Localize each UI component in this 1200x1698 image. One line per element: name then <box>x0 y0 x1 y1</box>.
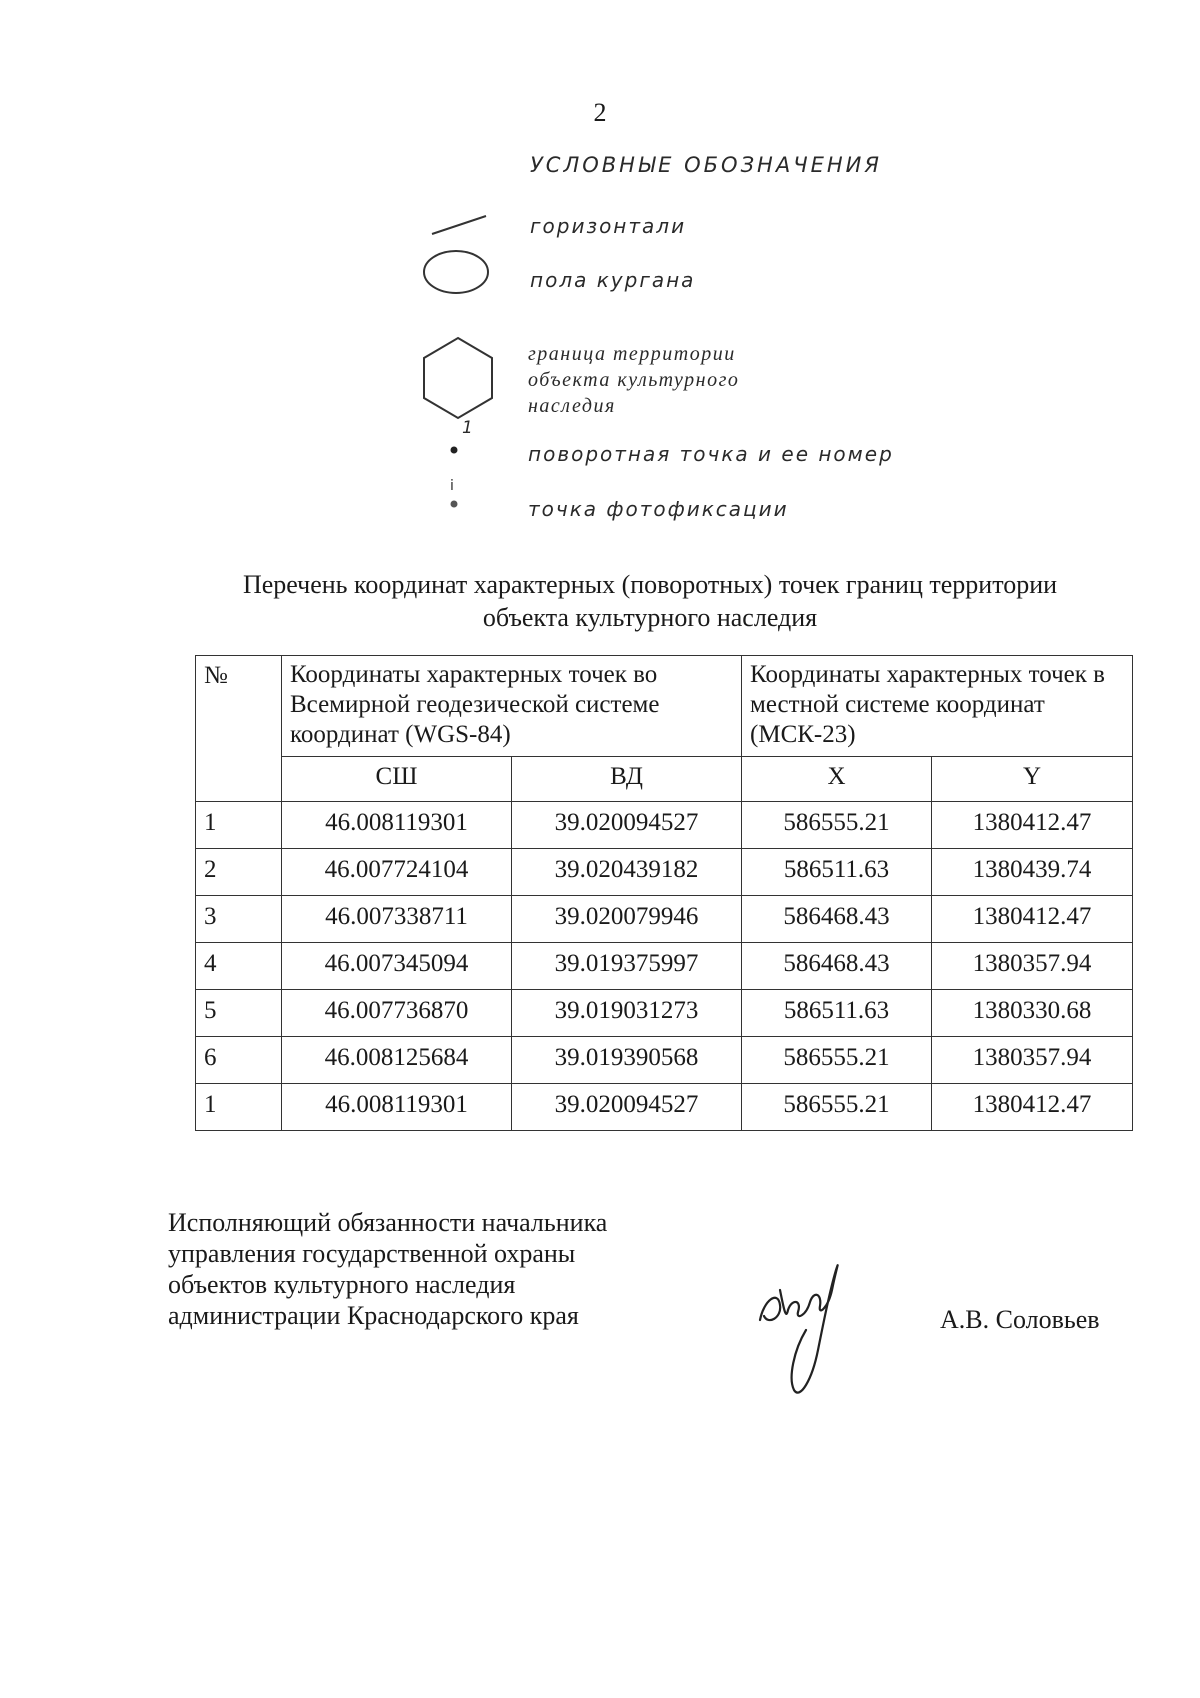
header-msk23: Координаты характерных точек в местной системе координат (МСК-23) <box>742 656 1133 757</box>
cell-longitude: 39.020094527 <box>512 1084 742 1131</box>
cell-longitude: 39.019031273 <box>512 990 742 1037</box>
coordinates-list-title <box>150 568 1150 634</box>
dot-icon <box>448 444 460 456</box>
cell-longitude: 39.019390568 <box>512 1037 742 1084</box>
signatory-position-line-4: администрации Краснодарского края <box>168 1301 579 1330</box>
cell-latitude: 46.007736870 <box>282 990 512 1037</box>
cell-x: 586511.63 <box>742 990 932 1037</box>
cell-y: 1380357.94 <box>932 943 1133 990</box>
subheader-longitude: ВД <box>512 757 742 802</box>
legend-label-mound: пола кургана <box>530 268 696 292</box>
table-row <box>196 849 1133 896</box>
signatory-name: А.В. Соловьев <box>940 1305 1100 1334</box>
table-row <box>196 990 1133 1037</box>
cell-latitude: 46.008119301 <box>282 802 512 849</box>
cell-latitude: 46.008125684 <box>282 1037 512 1084</box>
cell-point-number: 5 <box>196 990 282 1037</box>
cell-y: 1380412.47 <box>932 896 1133 943</box>
coordinates-list-title-line-1: Перечень координат характерных (поворотных) точек границ территории <box>242 570 1058 599</box>
cell-x: 586555.21 <box>742 1037 932 1084</box>
cell-point-number: 1 <box>196 802 282 849</box>
cell-y: 1380357.94 <box>932 1037 1133 1084</box>
table-subheader-row <box>196 757 1133 802</box>
cell-latitude: 46.007724104 <box>282 849 512 896</box>
subheader-latitude: СШ <box>282 757 512 802</box>
cell-y: 1380412.47 <box>932 1084 1133 1131</box>
cell-x: 586468.43 <box>742 896 932 943</box>
ellipse-icon <box>420 247 494 297</box>
turning-point-number: 1 <box>462 418 473 438</box>
cell-x: 586468.43 <box>742 943 932 990</box>
legend-boundary-line-3: наследия <box>528 395 616 417</box>
subheader-x: X <box>742 757 932 802</box>
cell-point-number: 1 <box>196 1084 282 1131</box>
header-wgs84: Координаты характерных точек во Всемирной геодезической системе координат (WGS-84) <box>282 656 742 757</box>
cell-longitude: 39.019375997 <box>512 943 742 990</box>
legend-label-photo-point: точка фотофиксации <box>528 497 789 521</box>
signatory-position-line-2: управления государственной охраны <box>168 1239 576 1268</box>
cell-point-number: 2 <box>196 849 282 896</box>
subheader-y: Y <box>932 757 1133 802</box>
cell-longitude: 39.020079946 <box>512 896 742 943</box>
legend-boundary-line-2: объекта культурного <box>528 369 740 391</box>
legend-label-boundary <box>528 341 739 419</box>
hexagon-icon <box>418 334 498 422</box>
legend-title: УСЛОВНЫЕ ОБОЗНАЧЕНИЯ <box>530 153 882 177</box>
cell-latitude: 46.007338711 <box>282 896 512 943</box>
signatory-position-line-1: Исполняющий обязанности начальника <box>168 1208 608 1237</box>
cell-point-number: 4 <box>196 943 282 990</box>
signatory-position-line-3: объектов культурного наследия <box>168 1270 516 1299</box>
table-row <box>196 896 1133 943</box>
cell-point-number: 6 <box>196 1037 282 1084</box>
cell-y: 1380330.68 <box>932 990 1133 1037</box>
coordinates-table <box>195 655 1133 1131</box>
contour-line-icon <box>430 212 490 242</box>
dot-icon <box>448 498 460 510</box>
table-row <box>196 1084 1133 1131</box>
cell-x: 586555.21 <box>742 802 932 849</box>
legend-label-contours: горизонтали <box>530 214 687 238</box>
cell-x: 586511.63 <box>742 849 932 896</box>
cell-latitude: 46.008119301 <box>282 1084 512 1131</box>
cell-point-number: 3 <box>196 896 282 943</box>
photo-point-marker: i <box>450 478 454 494</box>
table-header-row <box>196 656 1133 757</box>
page-number: 2 <box>593 98 607 127</box>
cell-y: 1380439.74 <box>932 849 1133 896</box>
legend-label-turning-point: поворотная точка и ее номер <box>528 442 894 466</box>
table-row <box>196 802 1133 849</box>
coordinates-list-title-line-2: объекта культурного наследия <box>482 603 818 632</box>
handwritten-signature <box>750 1250 860 1410</box>
cell-longitude: 39.020094527 <box>512 802 742 849</box>
cell-longitude: 39.020439182 <box>512 849 742 896</box>
legend-boundary-line-1: граница территории <box>528 343 736 365</box>
table-row <box>196 1037 1133 1084</box>
table-row <box>196 943 1133 990</box>
cell-x: 586555.21 <box>742 1084 932 1131</box>
header-number: № <box>196 656 282 802</box>
cell-y: 1380412.47 <box>932 802 1133 849</box>
signatory-position <box>168 1207 607 1331</box>
cell-latitude: 46.007345094 <box>282 943 512 990</box>
